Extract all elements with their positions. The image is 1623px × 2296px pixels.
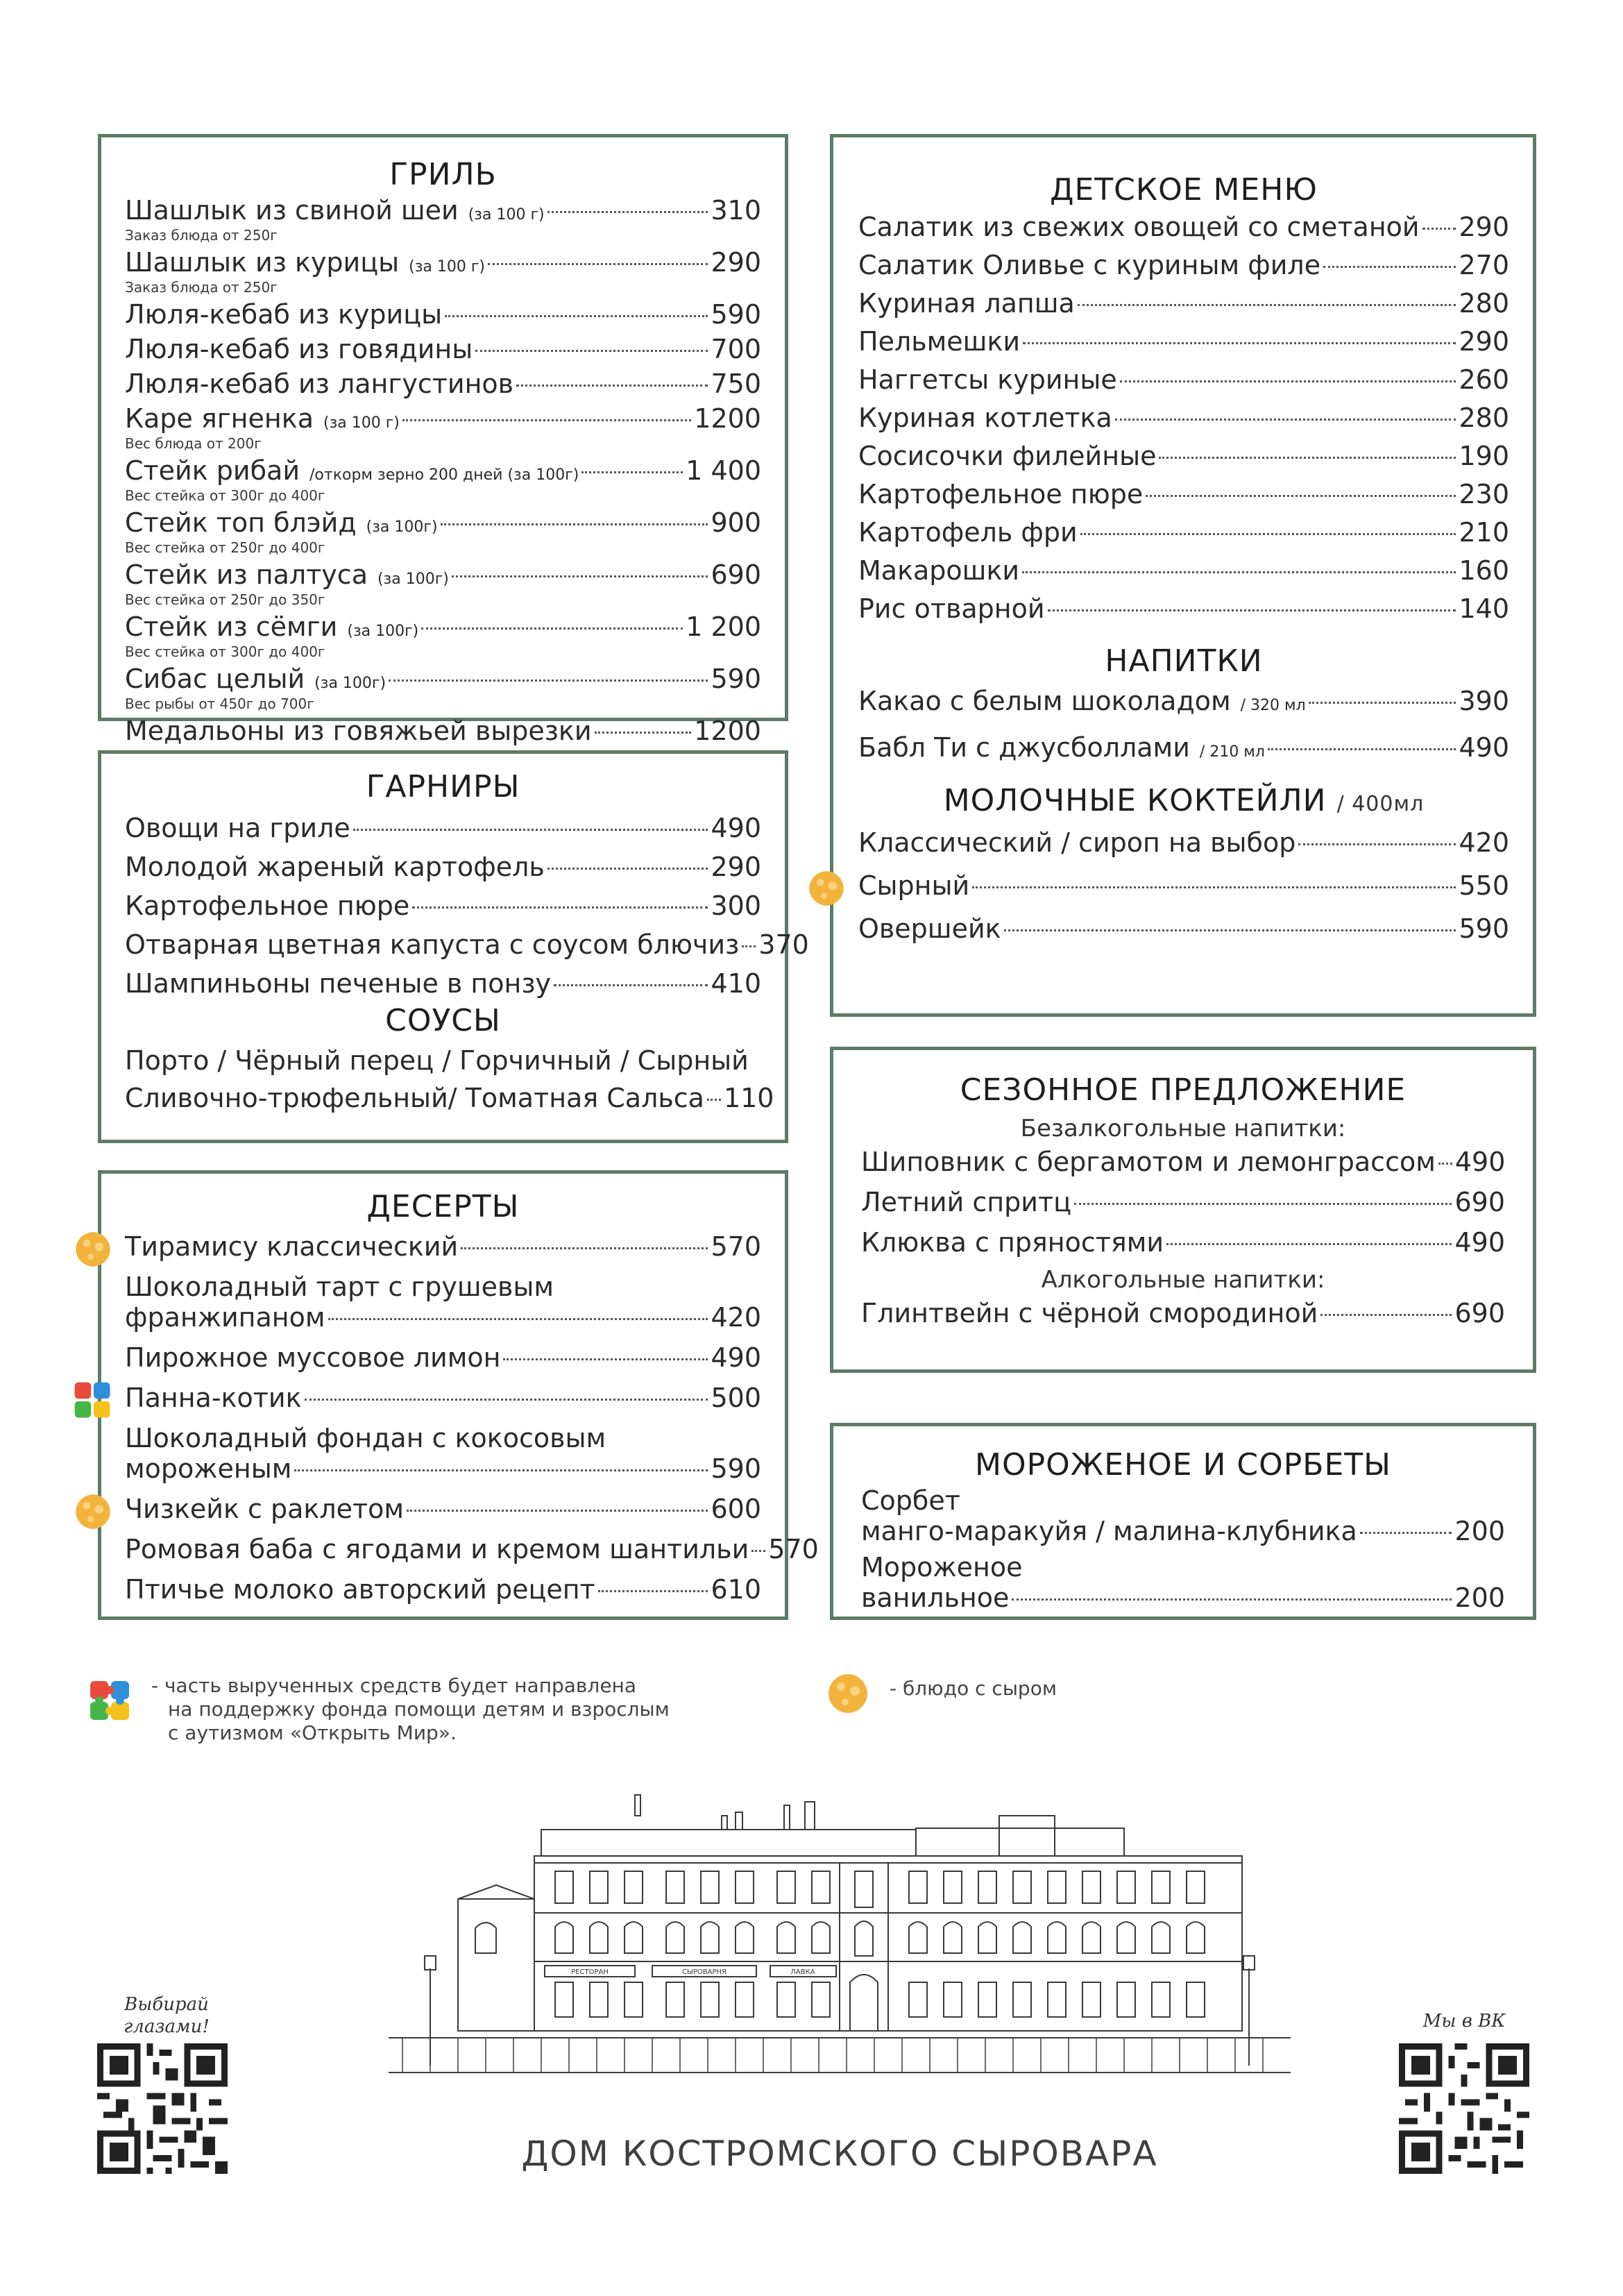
menu-item: [858, 250, 1509, 280]
desserts-title: ДЕСЕРТЫ: [366, 1189, 520, 1224]
grill-list: [125, 195, 761, 746]
leader-dots: [581, 471, 683, 473]
item-price: 310: [711, 194, 761, 226]
leader-dots: [1004, 929, 1456, 931]
item-name-line1: Шоколадный тарт с грушевым: [125, 1271, 554, 1302]
leader-dots: [742, 945, 756, 947]
item-price: 900: [711, 507, 761, 538]
leader-dots: [1023, 342, 1456, 344]
item-note: / 320 мл: [1240, 696, 1306, 714]
item-name: Макарошки: [858, 555, 1020, 586]
cheese-icon: [824, 1670, 872, 1717]
menu-item: [125, 813, 761, 843]
sign-restaurant: РЕСТОРАН: [571, 1968, 609, 1976]
leader-dots: [1166, 1243, 1452, 1245]
item-note: (за 100 г): [468, 205, 545, 223]
item-name-line1: Шоколадный фондан с кокосовым: [125, 1422, 606, 1453]
item-price: 600: [711, 1493, 761, 1524]
item-price: 410: [711, 968, 761, 999]
menu-item: [861, 1552, 1505, 1613]
leader-dots: [402, 419, 691, 421]
item-price: 1 400: [686, 455, 761, 486]
leader-dots: [1438, 1163, 1452, 1165]
menu-item: [861, 1485, 1505, 1546]
item-note: (за 100г): [347, 622, 419, 640]
item-note: (за 100г): [314, 674, 386, 692]
item-name: Стейк из палтуса: [125, 559, 368, 590]
item-name: Стейк топ блэйд: [125, 507, 357, 538]
item-price: 1 200: [686, 611, 761, 642]
item-name: Куриная котлетка: [858, 402, 1112, 433]
building-illustration: [389, 1774, 1291, 2128]
item-price: 200: [1454, 1582, 1505, 1613]
qr-code-right[interactable]: [1399, 2043, 1529, 2174]
menu-item: [858, 517, 1509, 548]
item-name: Стейк рибай: [125, 455, 300, 486]
item-name: Сырный: [858, 870, 970, 902]
leader-dots: [751, 1550, 765, 1552]
kids-section: [830, 134, 1536, 1017]
item-name: франжипаном: [125, 1301, 325, 1333]
leader-dots: [1048, 609, 1456, 611]
menu-item: [125, 1342, 761, 1373]
item-name: манго-маракуйя / малина-клубника: [861, 1515, 1357, 1546]
item-note: (за 100 г): [323, 414, 400, 432]
menu-item: [858, 212, 1509, 242]
grill-section: [98, 134, 788, 746]
kids-list: [858, 212, 1509, 624]
menu-item: [125, 507, 761, 555]
leader-dots: [1115, 419, 1456, 421]
item-price: 590: [711, 663, 761, 694]
item-price: 390: [1459, 685, 1509, 716]
seasonal-alc-heading: Алкогольные напитки:: [1041, 1265, 1325, 1294]
icecream-title: МОРОЖЕНОЕ И СОРБЕТЫ: [975, 1447, 1391, 1483]
item-price: 500: [711, 1382, 761, 1413]
item-price: 280: [1459, 402, 1509, 433]
leader-dots: [1323, 266, 1456, 268]
menu-item: [125, 559, 761, 607]
item-price: 570: [768, 1533, 819, 1564]
leader-dots: [1078, 304, 1456, 306]
item-name: Шиповник с бергамотом и лемонграссом: [861, 1146, 1436, 1177]
leader-dots: [547, 868, 708, 870]
item-price: 490: [1454, 1146, 1506, 1177]
menu-item: [858, 870, 1509, 901]
item-name: Панна-котик: [125, 1382, 302, 1413]
item-note: /откорм зерно 200 дней (за 100г): [309, 466, 579, 484]
item-price: 370: [758, 929, 809, 960]
leader-dots: [389, 679, 708, 682]
item-name-line1: Сорбет: [861, 1485, 960, 1516]
item-name: Салатик из свежих овощей со сметаной: [858, 211, 1420, 242]
leader-dots: [328, 1318, 708, 1320]
leader-dots: [1022, 571, 1456, 573]
item-price: 690: [1454, 1298, 1505, 1329]
item-subnote: Вес стейка от 250г до 350г: [125, 591, 325, 608]
menu-item: [125, 1383, 761, 1413]
item-price: 300: [711, 890, 761, 921]
item-name: Наггетсы куриные: [858, 364, 1117, 395]
item-price: 190: [1459, 440, 1509, 471]
item-price: 590: [711, 1453, 761, 1484]
leader-dots: [1268, 748, 1456, 750]
item-name-line1: Мороженое: [861, 1551, 1023, 1582]
leader-dots: [1074, 1203, 1452, 1205]
cheese-icon: [72, 1229, 114, 1270]
item-name: Сосисочки филейные: [858, 440, 1157, 471]
desserts-list: [125, 1231, 819, 1605]
item-price: 1200: [694, 715, 761, 746]
menu-item: [858, 479, 1509, 509]
item-price: 290: [1459, 326, 1509, 357]
menu-item: [125, 1574, 761, 1605]
item-price: 290: [1459, 211, 1509, 242]
sign-cheese-factory: СЫРОВАРНЯ: [682, 1968, 726, 1976]
item-name: Картофельное пюре: [858, 478, 1144, 509]
menu-item: [858, 403, 1509, 433]
item-price: 590: [1459, 913, 1509, 945]
item-price: 750: [711, 368, 761, 399]
item-name: Шашлык из курицы: [125, 246, 400, 278]
seasonal-nonalc-list: [861, 1147, 1505, 1258]
leader-dots: [412, 906, 708, 909]
leader-dots: [488, 263, 708, 265]
item-price: 160: [1459, 555, 1509, 586]
item-note: / 210 мл: [1199, 743, 1265, 761]
brand-name: ДОМ КОСТРОМСКОГО СЫРОВАРА: [521, 2134, 1158, 2174]
sign-shop: ЛАВКА: [790, 1968, 815, 1976]
menu-item: [861, 1147, 1505, 1177]
menu-item: [858, 364, 1509, 395]
leader-dots: [516, 385, 708, 387]
seasonal-section: [830, 1047, 1536, 1373]
sauces-line-2: Сливочно-трюфельный/ Томатная Сальса 110: [125, 1082, 774, 1113]
item-price: 550: [1459, 870, 1509, 902]
menu-item: [125, 1533, 819, 1564]
kids-title: ДЕТСКОЕ МЕНЮ: [1050, 172, 1318, 208]
item-note: (за 100 г): [409, 258, 486, 276]
item-name: Какао с белым шоколадом: [858, 685, 1231, 716]
desserts-section: [98, 1170, 819, 1620]
item-name: мороженым: [125, 1453, 292, 1484]
item-note: (за 100г): [377, 570, 449, 588]
leader-dots: [547, 211, 708, 213]
qr-right-caption: Мы в ВК: [1422, 2011, 1506, 2032]
item-subnote: Вес стейка от 300г до 400г: [125, 487, 325, 504]
item-name: Стейк из сёмги: [125, 611, 338, 642]
item-price: 490: [711, 1342, 761, 1373]
qr-left-caption: Выбирай глазами!: [124, 1994, 210, 2037]
menu-item: [858, 913, 1509, 944]
leader-dots: [554, 984, 708, 986]
menu-item: [125, 968, 761, 999]
item-name: Птичье молоко авторский рецепт: [125, 1573, 595, 1605]
leader-dots: [1320, 1314, 1452, 1316]
cheese-icon: [806, 868, 847, 909]
menu-item: [858, 326, 1509, 357]
leader-dots: [595, 732, 692, 734]
item-name: Классический / сироп на выбор: [858, 827, 1296, 859]
item-name: Люля-кебаб из курицы: [125, 298, 443, 330]
icecream-section: [830, 1423, 1536, 1620]
leader-dots: [305, 1399, 708, 1401]
leader-dots: [598, 1590, 708, 1592]
menu-item: [125, 403, 761, 451]
leader-dots: [445, 315, 708, 317]
sauces-title: СОУСЫ: [385, 1002, 501, 1038]
item-price: 490: [1459, 732, 1509, 763]
qr-code-left[interactable]: [97, 2043, 228, 2174]
item-name: Шашлык из свиной шеи: [125, 194, 459, 226]
item-name: Куриная лапша: [858, 287, 1075, 319]
menu-item: [125, 334, 761, 364]
leader-dots: [1422, 228, 1456, 230]
item-price: 290: [711, 246, 761, 278]
leader-dots: [972, 886, 1456, 888]
item-name: Каре ягненка: [125, 403, 314, 434]
leader-dots: [353, 829, 708, 831]
menu-item: [125, 369, 761, 399]
menu-item: [125, 455, 761, 503]
item-name: Отварная цветная капуста с соусом блючиз: [125, 929, 740, 960]
leader-dots: [407, 1510, 708, 1512]
item-subnote: Вес рыбы от 450г до 700г: [125, 695, 314, 712]
menu-item: [125, 1272, 761, 1333]
leader-dots: [461, 1247, 708, 1249]
menu-item: [858, 593, 1509, 624]
item-name: Картофельное пюре: [125, 890, 410, 921]
menu-item: [861, 1227, 1505, 1258]
garnish-section: [98, 750, 809, 1143]
item-subnote: Вес стейка от 250г до 400г: [125, 539, 325, 556]
menu-item: [125, 890, 761, 921]
leader-dots: [441, 523, 708, 525]
menu-item: [125, 1423, 761, 1484]
item-price: 700: [711, 333, 761, 364]
puzzle-legend: - часть вырученных средств будет направлена на поддержку фонда помощи детям и взрослым с аутизмом «Открыть Мир».: [151, 1674, 670, 1744]
item-price: 290: [711, 851, 761, 882]
leader-dots: [1360, 1532, 1452, 1534]
item-subnote: Вес стейка от 300г до 400г: [125, 643, 325, 660]
menu-item: [858, 827, 1509, 858]
cheese-icon: [72, 1491, 114, 1533]
item-name: Ромовая баба с ягодами и кремом шантильи: [125, 1533, 749, 1564]
leader-dots: [1298, 843, 1456, 845]
menu-item: [861, 1187, 1505, 1217]
item-name: Шампиньоны печеные в понзу: [125, 968, 552, 999]
item-price: 490: [1454, 1226, 1505, 1258]
leader-dots: [1146, 495, 1456, 497]
item-name: Бабл Ти с джусболлами: [858, 732, 1190, 763]
leader-dots: [452, 575, 708, 577]
item-subnote: Заказ блюда от 250г: [125, 278, 278, 296]
menu-item: [858, 686, 1509, 721]
menu-item: [125, 664, 761, 711]
item-price: 420: [711, 1301, 761, 1333]
leader-dots: [1159, 457, 1456, 459]
item-name: Овощи на гриле: [125, 812, 350, 843]
item-price: 210: [1459, 516, 1509, 548]
milkshakes-title: МОЛОЧНЫЕ КОКТЕЙЛИ / 400мл: [943, 782, 1425, 818]
item-name: Пирожное муссовое лимон: [125, 1342, 501, 1373]
leader-dots: [294, 1469, 708, 1471]
item-name: Молодой жареный картофель: [125, 851, 545, 882]
sauces-line-1: Порто / Чёрный перец / Горчичный / Сырный: [125, 1045, 749, 1076]
item-name: Летний спритц: [861, 1186, 1071, 1217]
item-name: Рис отварной: [858, 593, 1045, 624]
seasonal-title: СЕЗОННОЕ ПРЕДЛОЖЕНИЕ: [960, 1072, 1407, 1108]
item-name: Картофель фри: [858, 516, 1078, 548]
cheese-legend: - блюдо с сыром: [890, 1677, 1057, 1700]
leader-dots: [1012, 1598, 1452, 1601]
item-note: (за 100г): [366, 518, 438, 536]
item-price: 230: [1459, 478, 1509, 509]
item-price: 200: [1454, 1515, 1505, 1546]
item-price: 280: [1459, 287, 1509, 319]
leader-dots: [475, 350, 708, 352]
menu-item: [125, 1494, 761, 1524]
menu-item: [858, 732, 1509, 768]
item-price: 270: [1459, 249, 1509, 280]
menu-item: [125, 852, 761, 882]
item-price: 420: [1459, 827, 1509, 859]
item-name: Люля-кебаб из говядины: [125, 333, 473, 364]
leader-dots: [1309, 702, 1456, 704]
item-price: 610: [711, 1573, 761, 1605]
menu-item: [125, 929, 809, 960]
puzzle-icon: [72, 1380, 114, 1421]
item-name: Салатик Оливье с куриным филе: [858, 249, 1321, 280]
item-price: 590: [711, 298, 761, 330]
drinks-title: НАПИТКИ: [1105, 643, 1263, 679]
menu-item: [125, 299, 761, 330]
icecream-list: [861, 1485, 1505, 1613]
item-price: 260: [1459, 364, 1509, 395]
menu-item: [858, 441, 1509, 471]
item-subnote: Вес блюда от 200г: [125, 434, 262, 452]
item-name: Чизкейк с раклетом: [125, 1493, 405, 1524]
menu-item: [125, 1231, 761, 1262]
item-price: 1200: [694, 403, 761, 434]
puzzle-icon: [87, 1678, 133, 1724]
item-name: ванильное: [861, 1582, 1010, 1613]
item-price: 490: [711, 812, 761, 843]
leader-dots: [1120, 380, 1456, 382]
item-price: 140: [1459, 593, 1509, 624]
menu-item: [858, 288, 1509, 319]
leader-dots: [503, 1358, 708, 1360]
drinks-list: [858, 686, 1509, 768]
item-name: Глинтвейн с чёрной смородиной: [861, 1298, 1318, 1329]
leader-dots: [1080, 533, 1456, 535]
garnish-title: ГАРНИРЫ: [366, 769, 520, 804]
menu-item: [861, 1298, 1505, 1328]
item-name: Медальоны из говяжьей вырезки: [125, 715, 592, 746]
item-name: Пельмешки: [858, 326, 1021, 357]
item-name: Клюква с пряностями: [861, 1226, 1164, 1258]
item-name: Сибас целый: [125, 663, 305, 694]
item-subnote: Заказ блюда от 250г: [125, 226, 278, 244]
seasonal-alc-list: [861, 1298, 1505, 1328]
seasonal-nonalc-heading: Безалкогольные напитки:: [1020, 1114, 1346, 1142]
menu-item: [125, 611, 761, 659]
grill-title: ГРИЛЬ: [389, 157, 497, 192]
milkshakes-list: [858, 827, 1509, 944]
item-price: 570: [711, 1231, 761, 1262]
item-name: Люля-кебаб из лангустинов: [125, 368, 514, 399]
menu-item: [858, 555, 1509, 586]
leader-dots: [421, 627, 683, 630]
menu-item: [125, 195, 761, 243]
menu-item: [125, 247, 761, 295]
item-name: Тирамису классический: [125, 1231, 459, 1262]
item-name: Овершейк: [858, 913, 1001, 945]
item-price: 690: [1454, 1186, 1505, 1217]
menu-item: [125, 716, 761, 746]
garnish-list: [125, 812, 809, 999]
item-price: 690: [711, 559, 761, 590]
